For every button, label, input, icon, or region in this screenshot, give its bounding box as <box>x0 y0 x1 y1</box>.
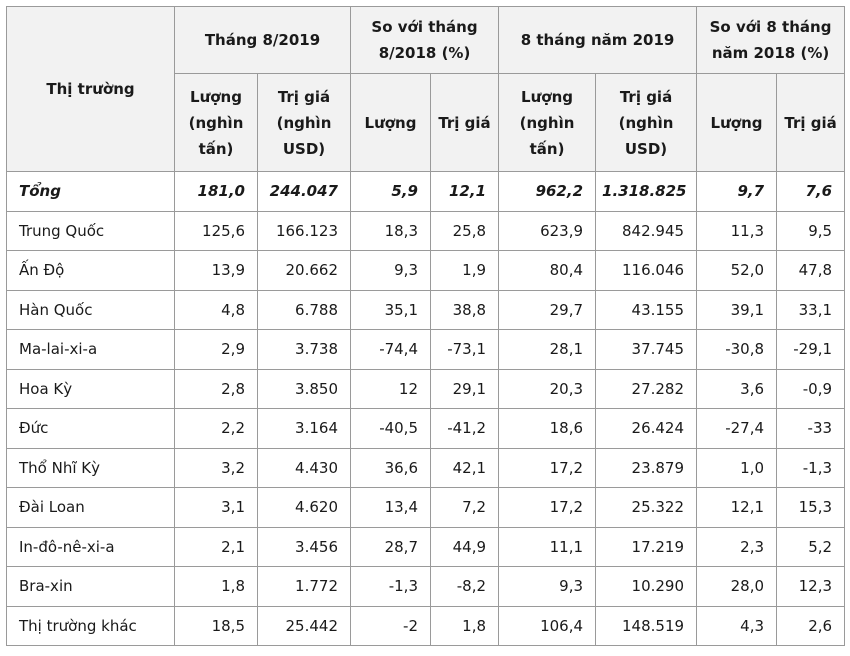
cell-volume-ytd-2019: 106,4 <box>499 606 596 646</box>
cell-volume-ytd-2019: 29,7 <box>499 290 596 330</box>
cell-value-pct-vs-aug-2018: 1,9 <box>431 251 499 291</box>
cell-volume-aug-2019: 181,0 <box>175 172 258 212</box>
cell-market: Tổng <box>7 172 175 212</box>
cell-volume-pct-vs-aug-2018: 5,9 <box>351 172 431 212</box>
cell-volume-pct-vs-aug-2018: 28,7 <box>351 527 431 567</box>
cell-value-ytd-2019: 25.322 <box>596 488 697 528</box>
header-vs-aug-2018: So với tháng 8/2018 (%) <box>351 7 499 74</box>
cell-volume-pct-vs-ytd-2018: 11,3 <box>697 211 777 251</box>
cell-value-aug-2019: 3.850 <box>258 369 351 409</box>
cell-market: Thị trường khác <box>7 606 175 646</box>
header-market: Thị trường <box>7 7 175 172</box>
cell-market: Hoa Kỳ <box>7 369 175 409</box>
table-row <box>7 488 845 528</box>
subheader-value-kusd: Trị giá (nghìn USD) <box>596 74 697 172</box>
table-row <box>7 527 845 567</box>
cell-volume-ytd-2019: 623,9 <box>499 211 596 251</box>
cell-value-pct-vs-aug-2018: 38,8 <box>431 290 499 330</box>
cell-value-aug-2019: 244.047 <box>258 172 351 212</box>
cell-value-pct-vs-aug-2018: 29,1 <box>431 369 499 409</box>
cell-volume-pct-vs-aug-2018: 35,1 <box>351 290 431 330</box>
cell-value-pct-vs-aug-2018: 7,2 <box>431 488 499 528</box>
cell-volume-ytd-2019: 80,4 <box>499 251 596 291</box>
header-vs-ytd-2018: So với 8 tháng năm 2018 (%) <box>697 7 845 74</box>
cell-volume-ytd-2019: 20,3 <box>499 369 596 409</box>
cell-volume-ytd-2019: 11,1 <box>499 527 596 567</box>
subheader-volume: Lượng <box>697 74 777 172</box>
table-row <box>7 211 845 251</box>
table-row <box>7 567 845 607</box>
cell-volume-ytd-2019: 18,6 <box>499 409 596 449</box>
cell-market: Ma-lai-xi-a <box>7 330 175 370</box>
cell-value-pct-vs-ytd-2018: 7,6 <box>777 172 845 212</box>
cell-value-aug-2019: 6.788 <box>258 290 351 330</box>
cell-volume-aug-2019: 3,2 <box>175 448 258 488</box>
cell-value-pct-vs-aug-2018: -41,2 <box>431 409 499 449</box>
cell-volume-ytd-2019: 17,2 <box>499 448 596 488</box>
cell-volume-aug-2019: 13,9 <box>175 251 258 291</box>
cell-value-ytd-2019: 23.879 <box>596 448 697 488</box>
cell-volume-pct-vs-ytd-2018: 3,6 <box>697 369 777 409</box>
cell-volume-aug-2019: 3,1 <box>175 488 258 528</box>
cell-volume-aug-2019: 4,8 <box>175 290 258 330</box>
cell-value-pct-vs-aug-2018: 12,1 <box>431 172 499 212</box>
header-ytd-2019: 8 tháng năm 2019 <box>499 7 697 74</box>
cell-value-pct-vs-ytd-2018: 2,6 <box>777 606 845 646</box>
cell-value-pct-vs-aug-2018: 1,8 <box>431 606 499 646</box>
cell-market: Ấn Độ <box>7 251 175 291</box>
cell-volume-aug-2019: 2,1 <box>175 527 258 567</box>
cell-volume-pct-vs-aug-2018: 9,3 <box>351 251 431 291</box>
cell-value-pct-vs-aug-2018: 42,1 <box>431 448 499 488</box>
subheader-value-kusd: Trị giá (nghìn USD) <box>258 74 351 172</box>
cell-volume-aug-2019: 2,9 <box>175 330 258 370</box>
cell-market: Trung Quốc <box>7 211 175 251</box>
cell-volume-pct-vs-aug-2018: 13,4 <box>351 488 431 528</box>
subheader-volume: Lượng <box>351 74 431 172</box>
table-row <box>7 251 845 291</box>
table-body <box>7 172 845 646</box>
cell-value-aug-2019: 20.662 <box>258 251 351 291</box>
total-row <box>7 172 845 212</box>
table-row <box>7 369 845 409</box>
cell-value-aug-2019: 166.123 <box>258 211 351 251</box>
cell-value-aug-2019: 4.620 <box>258 488 351 528</box>
cell-market: Thổ Nhĩ Kỳ <box>7 448 175 488</box>
cell-value-ytd-2019: 26.424 <box>596 409 697 449</box>
cell-value-ytd-2019: 27.282 <box>596 369 697 409</box>
cell-value-pct-vs-aug-2018: -8,2 <box>431 567 499 607</box>
cell-value-pct-vs-ytd-2018: -1,3 <box>777 448 845 488</box>
cell-value-pct-vs-aug-2018: 44,9 <box>431 527 499 567</box>
cell-value-aug-2019: 3.456 <box>258 527 351 567</box>
cell-volume-pct-vs-aug-2018: 36,6 <box>351 448 431 488</box>
subheader-volume-kt: Lượng (nghìn tấn) <box>499 74 596 172</box>
cell-value-ytd-2019: 10.290 <box>596 567 697 607</box>
trade-table <box>6 6 845 646</box>
cell-market: Đức <box>7 409 175 449</box>
cell-value-aug-2019: 25.442 <box>258 606 351 646</box>
cell-volume-pct-vs-ytd-2018: 52,0 <box>697 251 777 291</box>
table-row <box>7 448 845 488</box>
cell-value-aug-2019: 4.430 <box>258 448 351 488</box>
cell-volume-ytd-2019: 962,2 <box>499 172 596 212</box>
cell-value-ytd-2019: 37.745 <box>596 330 697 370</box>
cell-value-ytd-2019: 116.046 <box>596 251 697 291</box>
cell-volume-ytd-2019: 28,1 <box>499 330 596 370</box>
table-row <box>7 606 845 646</box>
cell-value-pct-vs-ytd-2018: -0,9 <box>777 369 845 409</box>
cell-value-pct-vs-ytd-2018: 9,5 <box>777 211 845 251</box>
cell-value-ytd-2019: 842.945 <box>596 211 697 251</box>
cell-value-pct-vs-aug-2018: -73,1 <box>431 330 499 370</box>
cell-value-aug-2019: 1.772 <box>258 567 351 607</box>
cell-volume-pct-vs-ytd-2018: 9,7 <box>697 172 777 212</box>
cell-value-pct-vs-ytd-2018: -29,1 <box>777 330 845 370</box>
cell-value-pct-vs-aug-2018: 25,8 <box>431 211 499 251</box>
cell-value-pct-vs-ytd-2018: 33,1 <box>777 290 845 330</box>
cell-volume-pct-vs-ytd-2018: -27,4 <box>697 409 777 449</box>
subheader-value: Trị giá <box>777 74 845 172</box>
cell-volume-pct-vs-aug-2018: -40,5 <box>351 409 431 449</box>
cell-volume-aug-2019: 1,8 <box>175 567 258 607</box>
cell-volume-pct-vs-ytd-2018: 2,3 <box>697 527 777 567</box>
cell-volume-pct-vs-ytd-2018: -30,8 <box>697 330 777 370</box>
cell-market: Bra-xin <box>7 567 175 607</box>
header-aug-2019: Tháng 8/2019 <box>175 7 351 74</box>
cell-volume-aug-2019: 18,5 <box>175 606 258 646</box>
cell-value-ytd-2019: 148.519 <box>596 606 697 646</box>
cell-market: In-đô-nê-xi-a <box>7 527 175 567</box>
table-row <box>7 290 845 330</box>
cell-value-ytd-2019: 43.155 <box>596 290 697 330</box>
cell-volume-pct-vs-ytd-2018: 4,3 <box>697 606 777 646</box>
cell-market: Hàn Quốc <box>7 290 175 330</box>
cell-volume-aug-2019: 125,6 <box>175 211 258 251</box>
cell-value-ytd-2019: 1.318.825 <box>596 172 697 212</box>
cell-volume-pct-vs-aug-2018: -2 <box>351 606 431 646</box>
cell-volume-pct-vs-ytd-2018: 28,0 <box>697 567 777 607</box>
cell-market: Đài Loan <box>7 488 175 528</box>
cell-value-pct-vs-ytd-2018: 12,3 <box>777 567 845 607</box>
cell-value-pct-vs-ytd-2018: 5,2 <box>777 527 845 567</box>
table-row <box>7 409 845 449</box>
subheader-value: Trị giá <box>431 74 499 172</box>
cell-value-ytd-2019: 17.219 <box>596 527 697 567</box>
cell-volume-pct-vs-aug-2018: 12 <box>351 369 431 409</box>
cell-volume-pct-vs-ytd-2018: 39,1 <box>697 290 777 330</box>
cell-value-pct-vs-ytd-2018: -33 <box>777 409 845 449</box>
cell-volume-pct-vs-ytd-2018: 12,1 <box>697 488 777 528</box>
cell-value-pct-vs-ytd-2018: 47,8 <box>777 251 845 291</box>
cell-value-pct-vs-ytd-2018: 15,3 <box>777 488 845 528</box>
cell-volume-ytd-2019: 17,2 <box>499 488 596 528</box>
cell-volume-aug-2019: 2,2 <box>175 409 258 449</box>
cell-volume-pct-vs-aug-2018: -1,3 <box>351 567 431 607</box>
cell-value-aug-2019: 3.164 <box>258 409 351 449</box>
subheader-volume-kt: Lượng (nghìn tấn) <box>175 74 258 172</box>
cell-volume-ytd-2019: 9,3 <box>499 567 596 607</box>
cell-volume-pct-vs-aug-2018: 18,3 <box>351 211 431 251</box>
cell-volume-pct-vs-ytd-2018: 1,0 <box>697 448 777 488</box>
cell-value-aug-2019: 3.738 <box>258 330 351 370</box>
cell-volume-pct-vs-aug-2018: -74,4 <box>351 330 431 370</box>
table-row <box>7 330 845 370</box>
cell-volume-aug-2019: 2,8 <box>175 369 258 409</box>
